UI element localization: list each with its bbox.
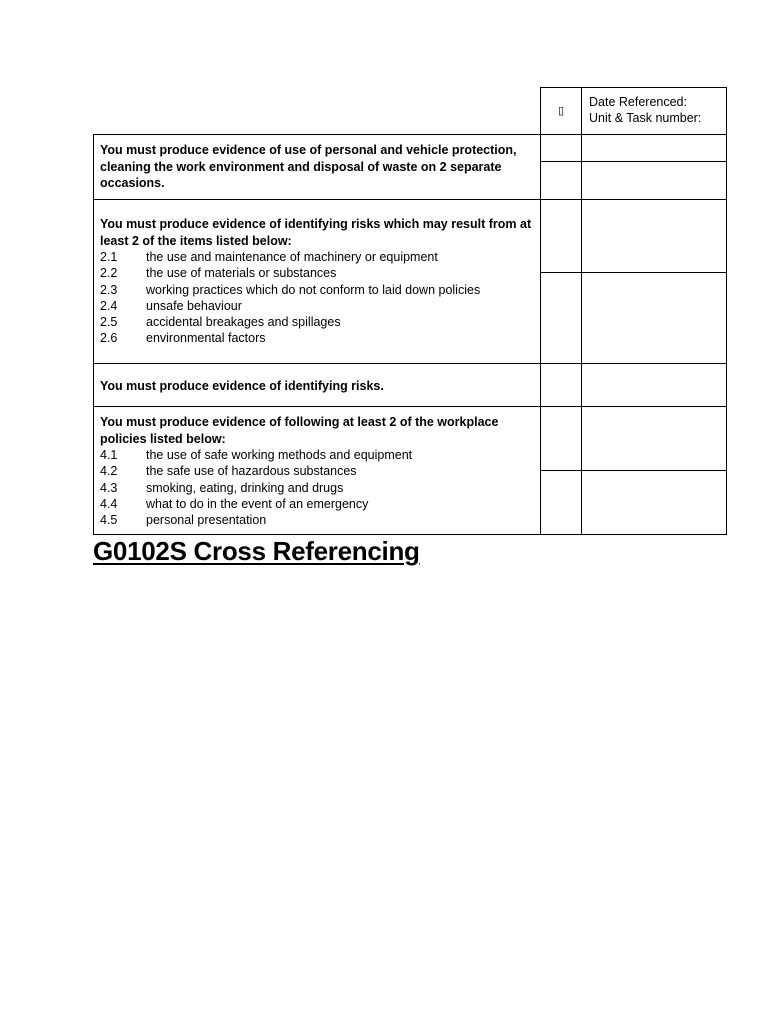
- list-item: [100, 249, 534, 265]
- item-number: 2.4: [100, 298, 118, 313]
- item-text: environmental factors: [146, 331, 266, 346]
- list-item: [100, 463, 534, 479]
- unit-task-number-label: Unit & Task number:: [589, 111, 702, 125]
- cross-reference-table: [93, 87, 727, 535]
- list-item: [100, 314, 534, 330]
- item-text: accidental breakages and spillages: [146, 315, 341, 330]
- item-text: personal presentation: [146, 513, 267, 528]
- reference-cell[interactable]: [582, 364, 727, 407]
- requirement-row: [94, 364, 727, 407]
- requirement-item-list: [100, 249, 534, 347]
- reference-cell[interactable]: [582, 471, 727, 535]
- item-number: 4.2: [100, 464, 118, 479]
- item-text: the use of materials or substances: [146, 266, 337, 281]
- item-text: the safe use of hazardous substances: [146, 464, 357, 479]
- item-text: smoking, eating, drinking and drugs: [146, 480, 344, 495]
- list-item: [100, 265, 534, 281]
- tick-cell[interactable]: [541, 162, 582, 200]
- tick-cell[interactable]: [541, 273, 582, 364]
- requirement-cell: [94, 135, 541, 200]
- tick-cell[interactable]: [541, 135, 582, 162]
- requirement-row: [94, 200, 727, 273]
- document-title: G0102S Cross Referencing: [93, 536, 420, 566]
- header-blank-cell: [94, 88, 541, 135]
- requirement-row: [94, 407, 727, 471]
- item-number: 2.1: [100, 250, 118, 264]
- list-item: [100, 447, 534, 463]
- list-item: [100, 282, 534, 298]
- reference-cell[interactable]: [582, 273, 727, 364]
- requirement-cell: [94, 407, 541, 535]
- reference-cell[interactable]: [582, 162, 727, 200]
- requirement-cell: [94, 200, 541, 364]
- requirement-cell: [94, 364, 541, 407]
- tick-cell[interactable]: [541, 471, 582, 535]
- item-number: 4.4: [100, 496, 118, 511]
- list-item: [100, 480, 534, 496]
- item-text: what to do in the event of an emergency: [146, 496, 369, 511]
- requirement-title: You must produce evidence of use of personal and vehicle protection, cleaning the work environment and disposal of waste on 2 separate occasions.: [100, 143, 517, 190]
- item-text: the use of safe working methods and equipment: [146, 448, 413, 462]
- reference-cell[interactable]: [582, 407, 727, 471]
- item-number: 2.2: [100, 266, 118, 281]
- tick-cell[interactable]: [541, 407, 582, 471]
- item-number: 2.6: [100, 331, 118, 346]
- item-text: unsafe behaviour: [146, 298, 242, 313]
- tick-column-header: [541, 88, 582, 135]
- requirement-item-list: [100, 447, 534, 528]
- reference-cell[interactable]: [582, 200, 727, 273]
- item-number: 2.5: [100, 315, 118, 330]
- list-item: [100, 298, 534, 314]
- item-text: working practices which do not conform to laid down policies: [146, 282, 481, 297]
- item-text: the use and maintenance of machinery or equipment: [146, 250, 438, 264]
- tick-cell[interactable]: [541, 200, 582, 273]
- header-row: [94, 88, 727, 135]
- item-number: 4.5: [100, 513, 118, 528]
- requirement-title: You must produce evidence of following at least 2 of the workplace policies listed below:: [100, 415, 499, 446]
- requirement-row: [94, 135, 727, 162]
- tick-box-icon: ▯: [557, 105, 565, 117]
- item-number: 4.3: [100, 480, 118, 495]
- reference-column-header: [582, 88, 727, 135]
- list-item: [100, 512, 534, 528]
- requirement-title: You must produce evidence of identifying risks.: [100, 379, 384, 394]
- date-referenced-label: Date Referenced:: [589, 95, 687, 109]
- item-number: 2.3: [100, 282, 118, 297]
- tick-cell[interactable]: [541, 364, 582, 407]
- item-number: 4.1: [100, 448, 118, 462]
- reference-cell[interactable]: [582, 135, 727, 162]
- list-item: [100, 496, 534, 512]
- list-item: [100, 330, 534, 346]
- requirement-title: You must produce evidence of identifying risks which may result from at least 2 of the items listed below:: [100, 217, 532, 248]
